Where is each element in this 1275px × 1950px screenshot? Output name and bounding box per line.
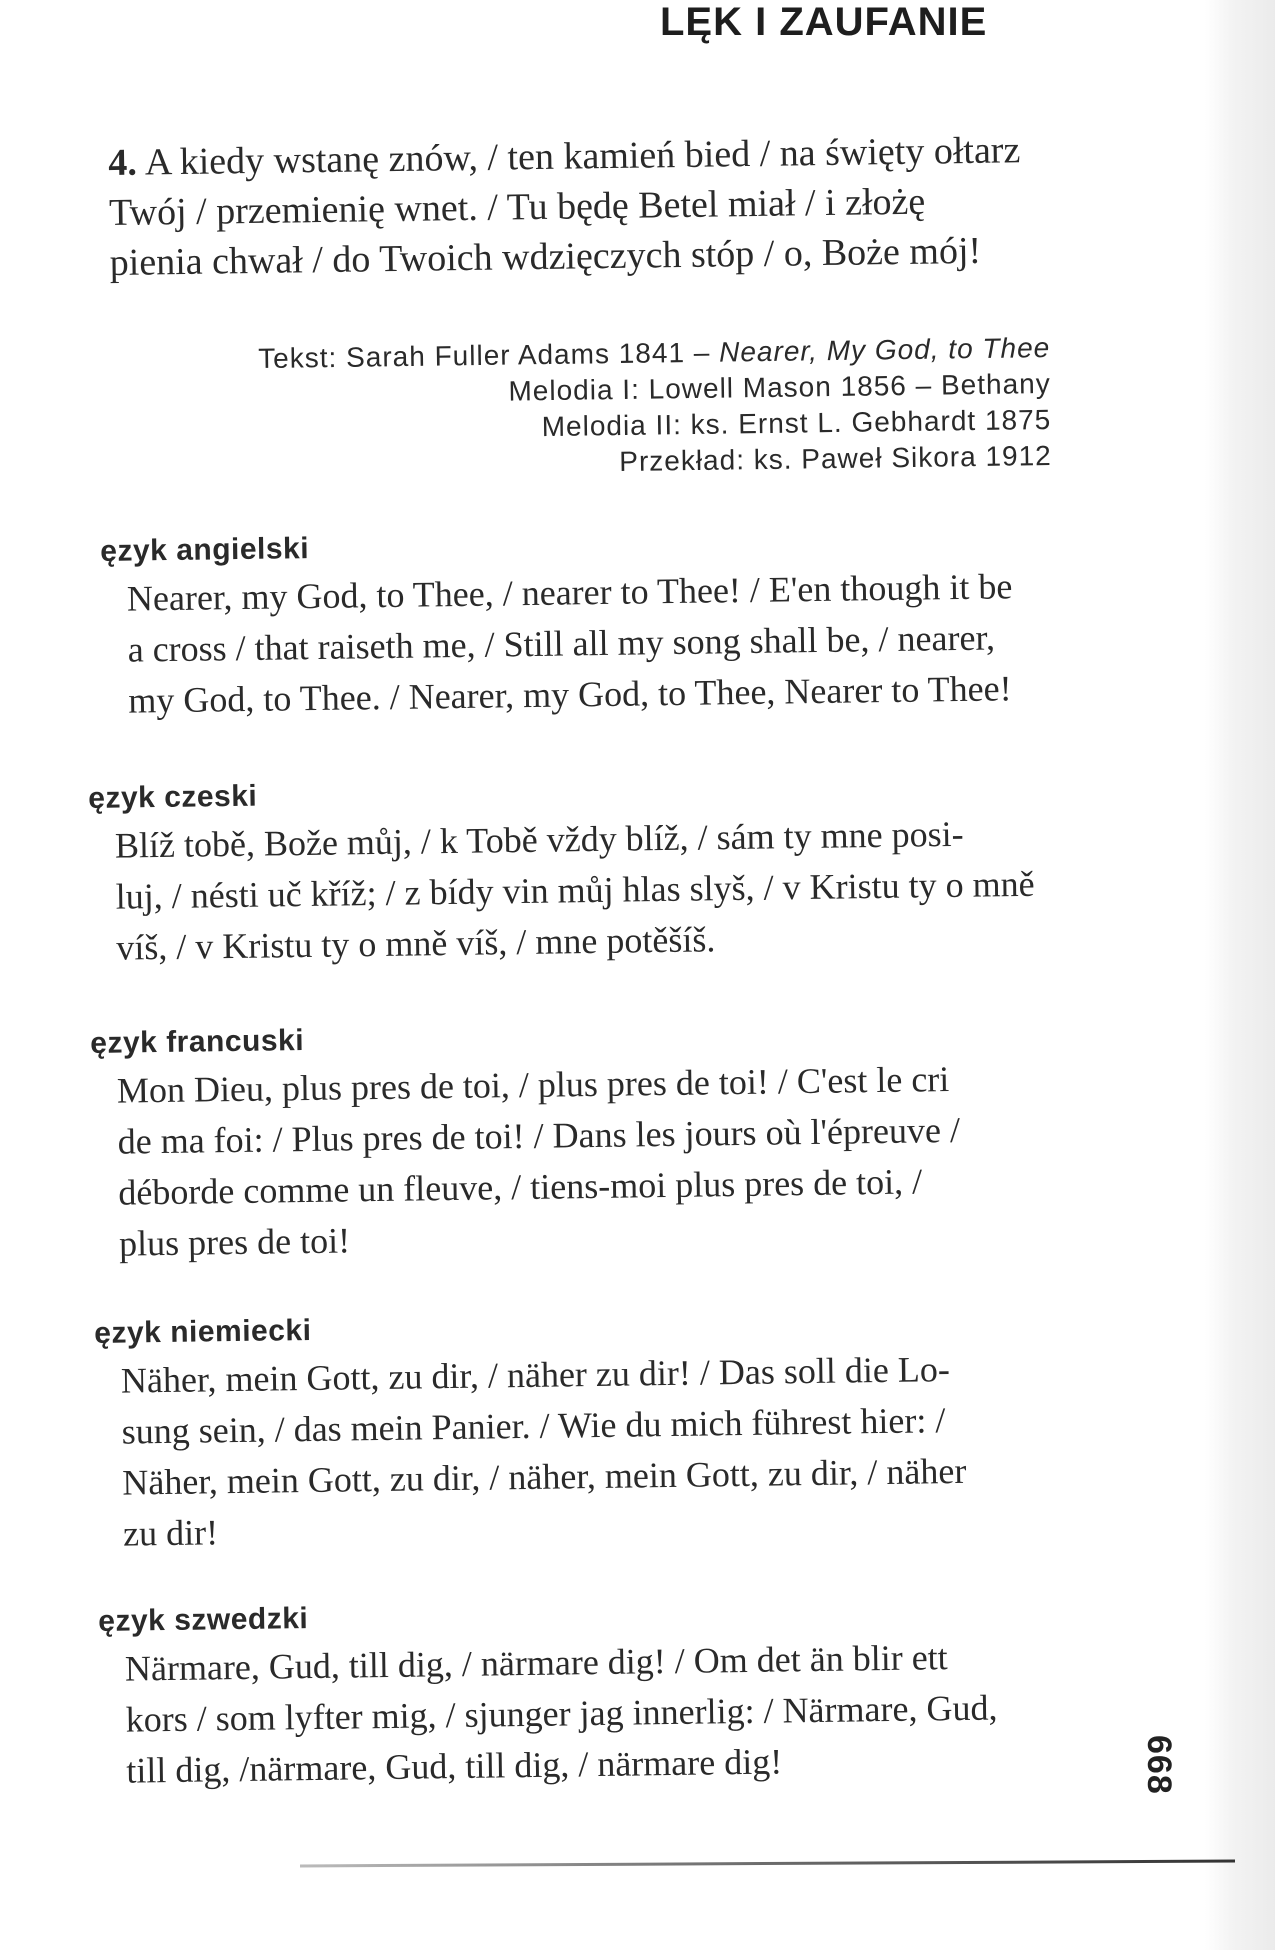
credit-melody-2: Melodia II: ks. Ernst L. Gebhardt 1875 <box>541 403 1052 443</box>
lang-heading: ęzyk szwedzki <box>98 1602 309 1638</box>
lang-heading: ęzyk niemiecki <box>94 1313 312 1350</box>
verse-4 <box>108 125 1070 288</box>
lang-section-french <box>90 1009 1053 1270</box>
verse-number: 4. <box>108 141 138 184</box>
lang-text: Näher, mein Gott, zu dir, / näher zu dir! / Das soll die Lo- sung sein, / das mein Panier. / Wie du mich führest hier: / Näher, mein Gott, zu dir, / näher, mein Gott, zu dir, / näher zu dir! <box>120 1349 967 1554</box>
page-edge-shadow <box>1205 0 1275 1950</box>
page-number: 668 <box>1140 1735 1178 1795</box>
lang-heading: ęzyk angielski <box>100 532 310 568</box>
lang-text: Mon Dieu, plus pres de toi, / plus pres de toi! / C'est le cri de ma foi: / Plus pres de toi! / Dans les jours où l'épreuve / déborde comme un fleuve, / tiens-moi plus pres de toi, / plus pres de toi! <box>116 1059 961 1264</box>
lang-section-czech <box>88 764 1051 974</box>
credit-text: Tekst: Sarah Fuller Adams 1841 – Nearer, My God, to Thee <box>257 331 1051 375</box>
credit-original-title: Nearer, My God, to Thee <box>718 331 1051 368</box>
page-title: LĘK I ZAUFANIE <box>660 0 988 44</box>
footer-rule <box>300 1860 1235 1868</box>
lang-section-swedish <box>98 1587 1061 1797</box>
verse-line: 4. A kiedy wstanę znów, / ten kamień bied / na święty ołtarz <box>108 129 1021 184</box>
lang-text: Blíž tobě, Bože můj, / k Tobě vždy blíž, / sám ty mne posi- luj, / nésti uč kříž; / z bídy vin můj hlas slyš, / v Kristu ty o mně víš, / v Kristu ty o mně víš, / mne potěšíš. <box>114 813 1035 968</box>
credit-translation: Przekład: ks. Paweł Sikora 1912 <box>619 439 1052 478</box>
lang-section-german <box>94 1299 1057 1560</box>
lang-text: Närmare, Gud, till dig, / närmare dig! / Om det än blir ett kors / som lyfter mig, / sjunger jag innerlig: / Närmare, Gud, till dig, /närmare, Gud, till dig, / närmare dig! <box>124 1637 998 1791</box>
credit-melody-1: Melodia I: Lowell Mason 1856 – Bethany <box>508 367 1051 407</box>
lang-section-english <box>100 517 1063 727</box>
verse-line: Twój / przemienię wnet. / Tu będę Betel miał / i złożę <box>108 180 926 234</box>
lang-text: Nearer, my God, to Thee, / nearer to Thee! / E'en though it be a cross / that raiseth me, / Still all my song shall be, / nearer, my God, to Thee. / Nearer, my God, to Thee, Nearer to Thee! <box>126 566 1013 721</box>
verse-line: pienia chwał / do Twoich wdzięczych stóp / o, Boże mój! <box>109 229 982 284</box>
lang-heading: ęzyk czeski <box>88 779 258 815</box>
hymn-credits <box>130 330 1052 487</box>
lang-heading: ęzyk francuski <box>90 1024 305 1060</box>
